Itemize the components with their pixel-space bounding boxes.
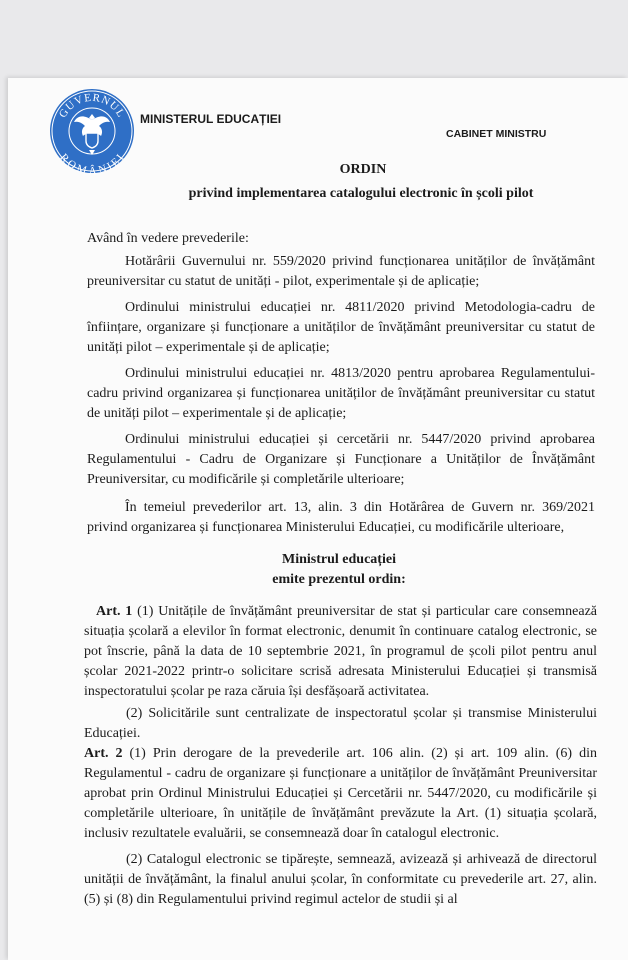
article-1-paragraph-2: (2) Solicitările sunt centralizate de inspectoratul școlar și transmise Ministerului Educației.	[84, 706, 597, 741]
article-2-label: Art. 2	[84, 746, 123, 761]
document-page	[8, 78, 628, 960]
article-2-paragraph-2: (2) Catalogul electronic se tipărește, semnează, avizează și arhivează de directorul unității de învățământ, la finalul anului școlar, în conformitate cu prevederile art. 27, alin. (5) și (8) din Regulamentului privind regimul actelor de studii și al	[84, 852, 597, 907]
article-1-paragraph-1	[84, 602, 597, 702]
svg-text:GUVERNUL: GUVERNUL	[56, 91, 128, 121]
preamble-intro: Având în vedere prevederile:	[87, 231, 249, 246]
cabinet-label: CABINET MINISTRU	[446, 128, 547, 140]
document-title: ORDIN	[339, 162, 387, 177]
preamble-item: Ordinului ministrului educației nr. 4811/2020 privind Metodologia-cadru de înființare, organizare și funcționare a unităților de învățământ preuniversitar cu statut de unități pilot – experimentale și de aplicație;	[87, 300, 595, 355]
article-1-label: Art. 1	[96, 604, 133, 619]
preamble-item: Ordinului ministrului educației nr. 4813/2020 pentru aprobarea Regulamentului-cadru privind organizarea și funcționarea unităților de învățământ preuniversitar cu statut de unități pilot – experimentale și de aplicație;	[87, 366, 595, 421]
ministry-name: MINISTERUL EDUCAȚIEI	[140, 112, 282, 126]
legal-basis: În temeiul prevederilor art. 13, alin. 3 din Hotărârea de Guvern nr. 369/2021 privind organizarea și funcționarea Ministerului Educației, cu modificările ulterioare,	[87, 500, 595, 535]
issuer-line-2: emite prezentul ordin:	[272, 572, 406, 587]
preamble-item: Ordinului ministrului educației și cercetării nr. 5447/2020 privind aprobarea Regulamentului - Cadru de Organizare și Funcționare a Unităților de Învățământ Preuniversitar, cu modificările și completările ulterioare;	[87, 432, 595, 487]
document-subtitle: privind implementarea catalogului electronic în școli pilot	[188, 186, 534, 201]
issuer-line-1: Ministrul educației	[282, 552, 396, 567]
preamble-item: Hotărârii Guvernului nr. 559/2020 privind funcționarea unităților de învățământ preuniversitar cu statut de unități - pilot, experimentale și de aplicație;	[87, 254, 595, 289]
svg-text:ROMÂNIEI: ROMÂNIEI	[57, 151, 127, 175]
article-1-text: (1) Unitățile de învățământ preuniversitar de stat și particular care consemnează situația școlară a elevilor în format electronic, denumit în continuare catalog electronic, se pot înscrie, până la data de 10 septembrie 2021, în programul de școli pilot pentru anul școlar 2021-2022 printr-o solicitare scrisă adresata Ministerului Educației și transmisă inspectoratului școlar pe raza căruia își desfășoară activitatea.	[84, 604, 597, 699]
article-2-text: (1) Prin derogare de la prevederile art. 106 alin. (2) și art. 109 alin. (6) din Regulamentul - cadru de organizare și funcționare a unităților de învățământ Preuniversitar aprobat prin Ordinul Ministrului Educației și Cercetării nr. 5447/2020, cu modificările și completările ulterioare, în unitățile de învățământ prevăzute la Art. (1) situația școlară, inclusiv rezultatele evaluării, se consemnează doar în catalogul electronic.	[84, 746, 597, 841]
article-2-paragraph-1	[84, 744, 597, 844]
